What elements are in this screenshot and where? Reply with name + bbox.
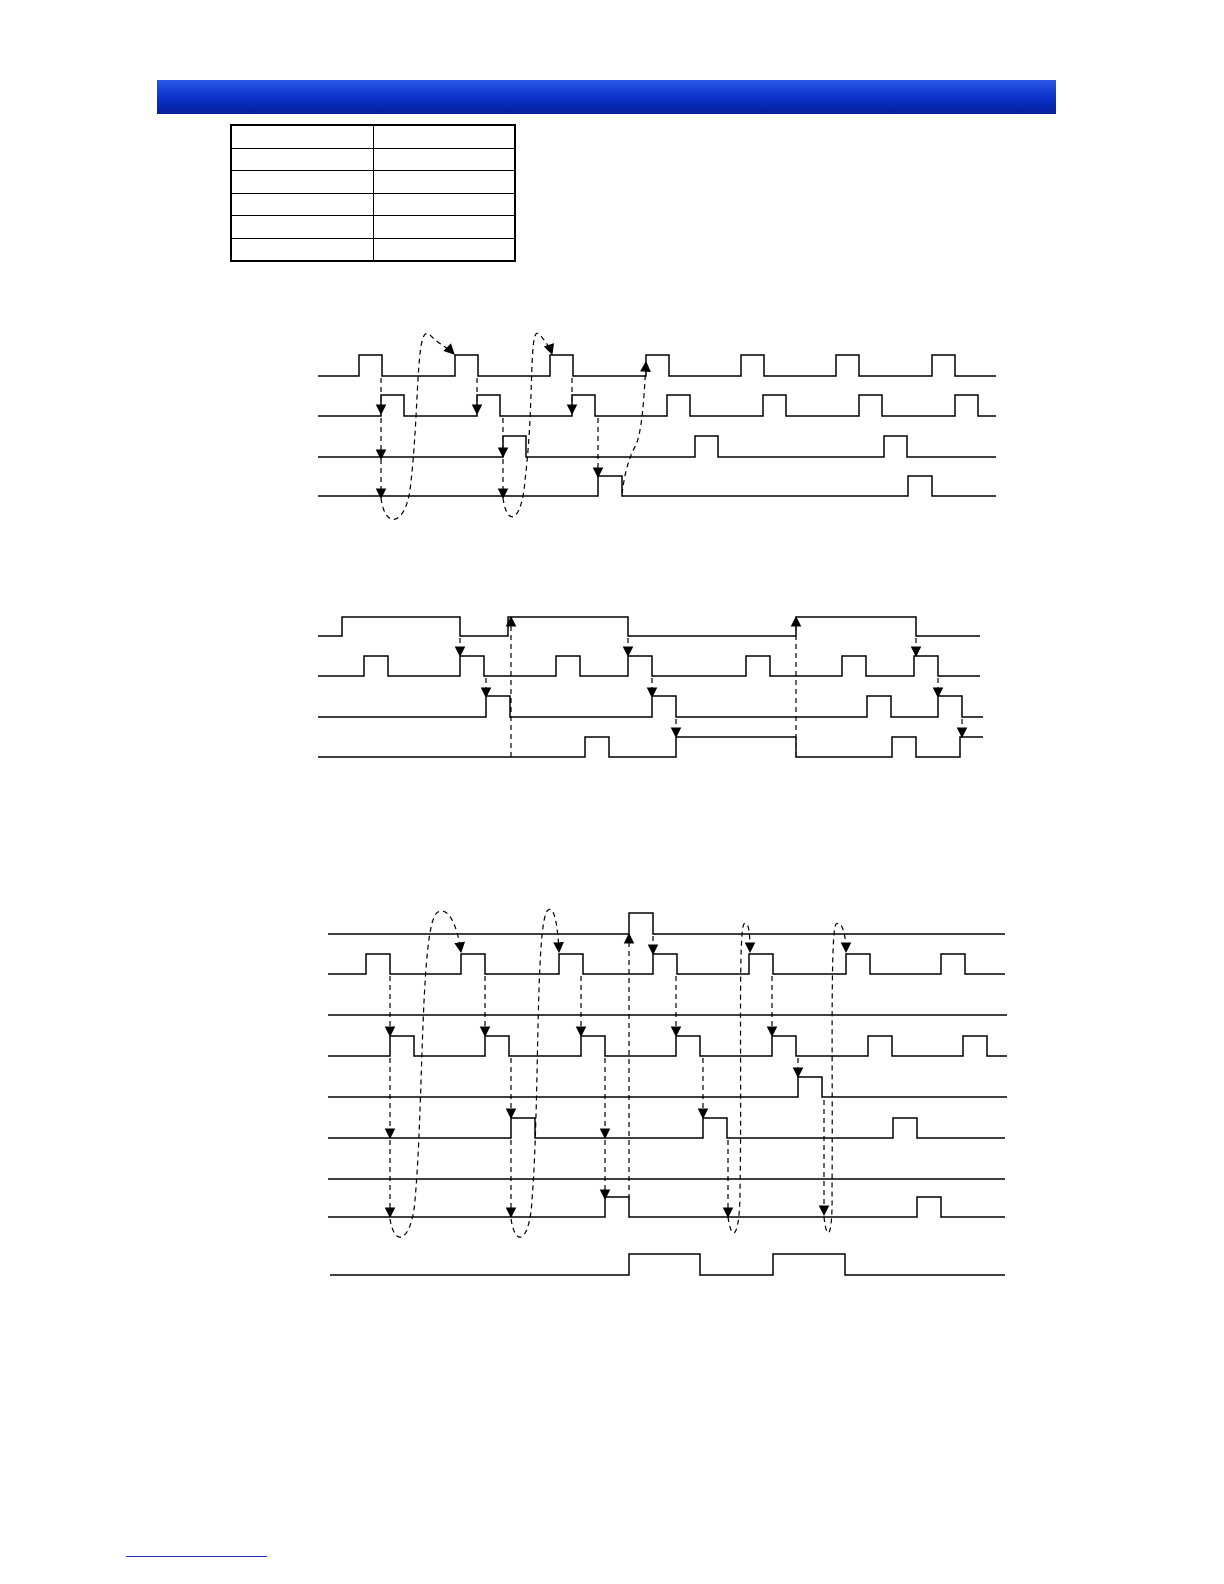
- signal-waveform: [318, 656, 980, 676]
- signal-waveform: [318, 355, 996, 376]
- signal-waveform: [318, 395, 996, 416]
- timing-diagram-2: [318, 617, 983, 757]
- timing-diagram-3: [328, 909, 1007, 1275]
- signal-waveform: [328, 1077, 1007, 1097]
- signal-waveform: [328, 1036, 1007, 1056]
- dashed-loop: [511, 909, 559, 1237]
- signal-waveform: [318, 617, 980, 636]
- dashed-loop: [390, 911, 461, 1237]
- dashed-loop: [381, 333, 454, 519]
- signal-waveform: [328, 954, 1005, 974]
- signal-waveform: [318, 696, 983, 717]
- signal-waveform: [318, 476, 996, 496]
- footer-rule: [126, 1556, 267, 1557]
- timing-diagram-1: [318, 333, 996, 519]
- dashed-loop: [824, 923, 846, 1233]
- signal-waveform: [328, 1197, 1005, 1217]
- signal-waveform: [318, 737, 983, 757]
- dashed-loop: [622, 362, 646, 494]
- signal-waveform: [328, 1118, 1005, 1138]
- signal-waveform: [330, 1254, 1005, 1275]
- signal-waveform: [328, 913, 1005, 934]
- signal-waveform: [318, 436, 996, 457]
- dashed-loop: [728, 923, 750, 1233]
- dashed-loop: [503, 333, 552, 517]
